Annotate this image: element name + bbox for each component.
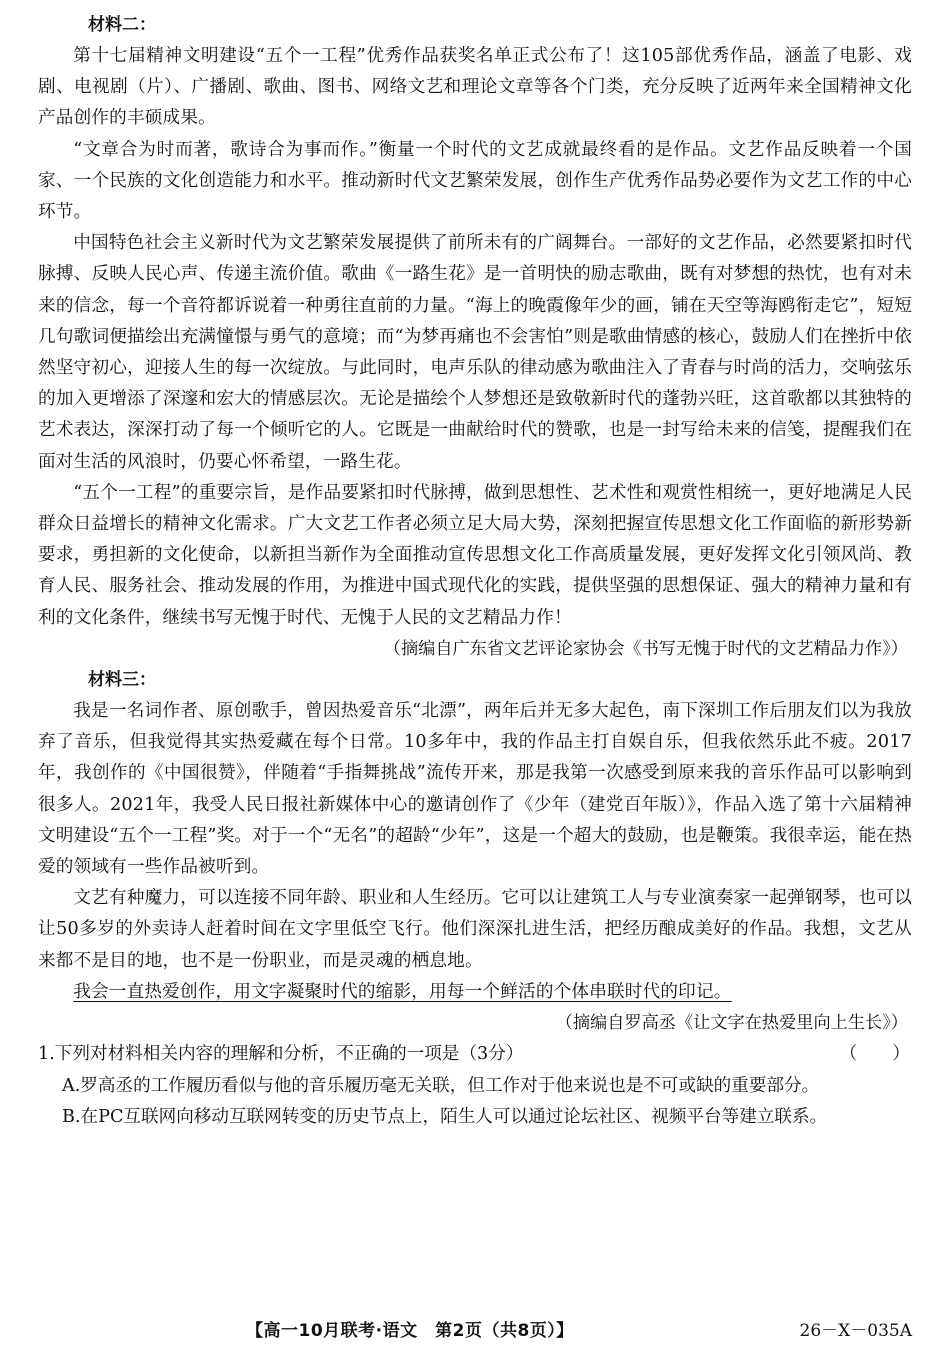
footer-exam-code: 26－X－035A xyxy=(799,1321,912,1341)
material2-paragraph: 第十七届精神文明建设“五个一工程”优秀作品获奖名单正式公布了！这105部优秀作品，涵盖了电影、戏剧、电视剧（片）、广播剧、歌曲、图书、网络文艺和理论文章等各个门类，充分反映了近两年来全国精神文化产品创作的丰硕成果。 xyxy=(38,46,912,129)
material2-paragraph: “文章合为时而著，歌诗合为事而作。”衡量一个时代的文艺成就最终看的是作品。文艺作品反映着一个国家、一个民族的文化创造能力和水平。推动新时代文艺繁荣发展，创作生产优秀作品势必要作为文艺工作的中心环节。 xyxy=(38,139,912,223)
exam-page xyxy=(38,10,912,1133)
question-1-stem: 1.下列对材料相关内容的理解和分析，不正确的一项是（3分） xyxy=(38,1044,524,1065)
underlined-sentence: 我会一直热爱创作，用文字凝聚时代的缩影，用每一个鲜活的个体串联时代的印记。 xyxy=(73,981,732,1002)
material2-paragraph: “五个一工程”的重要宗旨，是作品要紧扣时代脉搏，做到思想性、艺术性和观赏性相统一，更好地满足人民群众日益增长的精神文化需求。广大文艺工作者必须立足大局大势，深刻把握宣传思想文化工作面临的新形势新要求，勇担新的文化使命，以新担当新作为全面推动宣传思想文化工作高质量发展，更好发挥文化引领风尚、教育人民、服务社会、推动发展的作用，为推进中国式现代化的实践，提供坚强的思想保证、强大的精神力量和有利的文化条件，继续书写无愧于时代、无愧于人民的文艺精品力作！ xyxy=(38,482,912,628)
material3-heading: 材料三： xyxy=(88,670,156,691)
option-a: A.罗高丞的工作履历看似与他的音乐履历毫无关联，但工作对于他来说也是不可或缺的重要部分。 xyxy=(62,1075,820,1096)
option-b: B.在PC互联网向移动互联网转变的历史节点上，陌生人可以通过论坛社区、视频平台等建立联系。 xyxy=(62,1106,828,1127)
material3-paragraph: 我是一名词作者、原创歌手，曾因热爱音乐“北漂”，两年后并无多大起色，南下深圳工作后朋友们以为我放弃了音乐，但我觉得其实热爱藏在每个日常。10多年中，我的作品主打自娱自乐，但我依然乐此不疲。2017年，我创作的《中国很赞》，伴随着“手指舞挑战”流传开来，那是我第一次感受到原来我的音乐作品可以影响到很多人。2021年，我受人民日报社新媒体中心的邀请创作了《少年（建党百年版）》，作品入选了第十六届精神文明建设“五个一工程”奖。对于一个“无名”的超龄“少年”，这是一个超大的鼓励，也是鞭策。我很幸运，能在热爱的领域有一些作品被听到。 xyxy=(38,701,912,878)
material3-paragraph: 文艺有种魔力，可以连接不同年龄、职业和人生经历。它可以让建筑工人与专业演奏家一起弹钢琴，也可以让50多岁的外卖诗人赶着时间在文字里低空飞行。他们深深扎进生活，把经历酿成美好的作品。我想，文艺从来都不是目的地，也不是一份职业，而是灵魂的栖息地。 xyxy=(38,888,912,971)
material3-source: （摘编自罗高丞《让文字在热爱里向上生长》） xyxy=(555,1013,908,1034)
answer-bracket: （ ） xyxy=(839,1044,910,1065)
material3-underlined-paragraph xyxy=(38,977,912,1008)
material2-heading: 材料二： xyxy=(88,15,156,35)
footer-page-info: 【高一10月联考·语文 第2页（共8页）】 xyxy=(246,1321,574,1341)
page-footer xyxy=(0,1316,950,1350)
material2-paragraph: 中国特色社会主义新时代为文艺繁荣发展提供了前所未有的广阔舞台。一部好的文艺作品，必然要紧扣时代脉搏、反映人民心声、传递主流价值。歌曲《一路生花》是一首明快的励志歌曲，既有对梦想的热忱，也有对未来的信念，每一个音符都诉说着一种勇往直前的力量。“海上的晚霞像年少的画，铺在天空等海鸥衔走它”，短短几句歌词便描绘出充满憧憬与勇气的意境；而“为梦再痛也不会害怕”则是歌曲情感的核心，鼓励人们在挫折中依然坚守初心，迎接人生的每一次绽放。与此同时，电声乐队的律动感为歌曲注入了青春与时尚的活力，交响弦乐的加入更增添了深邃和宏大的情感层次。无论是描绘个人梦想还是致敬新时代的蓬勃兴旺，这首歌都以其独特的艺术表达，深深打动了每一个倾听它的人。它既是一曲献给时代的赞歌，也是一封写给未来的信笺，提醒我们在面对生活的风浪时，仍要心怀希望，一路生花。 xyxy=(38,233,912,472)
question-1 xyxy=(38,1039,912,1070)
material2-source: （摘编自广东省文艺评论家协会《书写无愧于时代的文艺精品力作》） xyxy=(383,638,908,659)
